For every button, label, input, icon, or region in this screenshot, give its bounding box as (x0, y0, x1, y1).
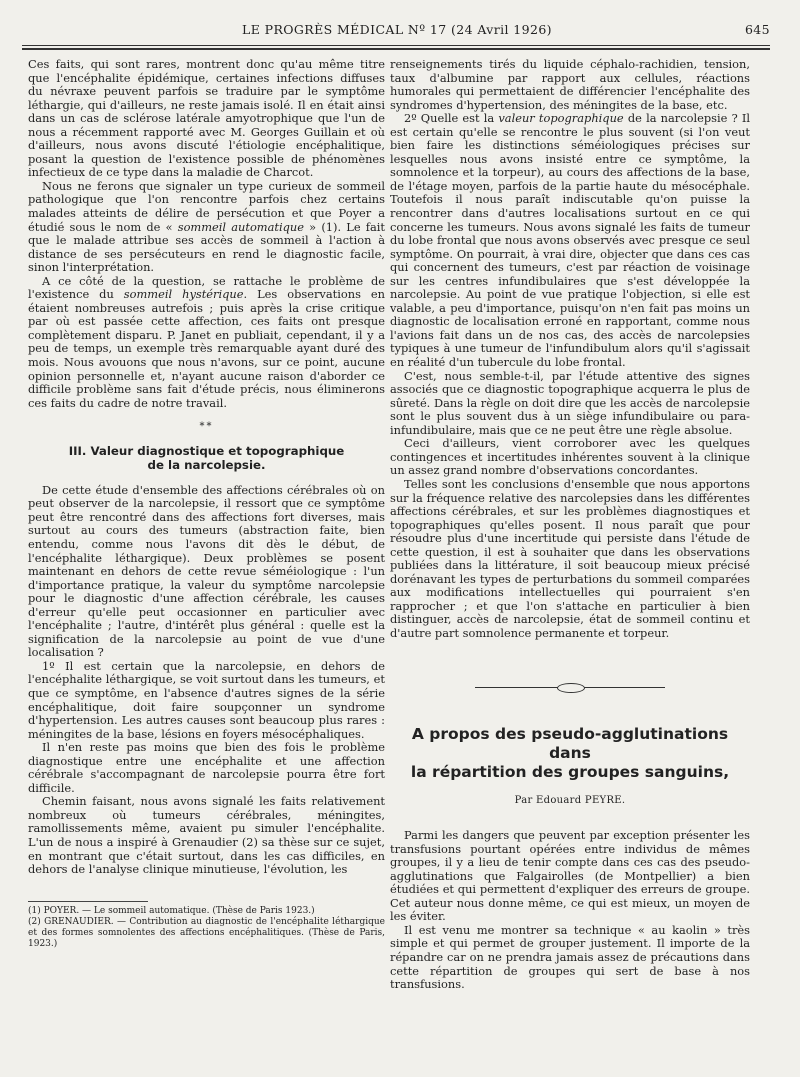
emphasis-sommeil-hysterique: sommeil hystérique (123, 287, 244, 302)
running-header (24, 22, 770, 40)
journal-title: LE PROGRÈS MÉDICAL Nº 17 (24 Avril 1926) (242, 22, 552, 37)
left-paragraph-1: Ces faits, qui sont rares, montrent donc qu'au même titre que l'encéphalite épidémique, certaines infections diffuses du névraxe peuvent parfois se traduire par le symptôme léthargie, qui d'ailleurs, ne reste jamais isolé. Il en était ainsi dans un cas de sclérose latérale amyotrophique que l'un de nous a récemment rapporté avec M. Georges Guillain et où d'ailleurs, nous avons discuté l'étiologie encéphalitique, posant la question de l'existence possible de phénomènes infectieux de ce type dans la maladie de Charcot. (28, 57, 385, 180)
left-paragraph-7: Chemin faisant, nous avons signalé les faits relativement nombreux où tumeurs cérébrales, méningites, ramollissements même, avaient pu simuler l'encéphalite. L'un de nous a inspiré à Grenaudier (2) sa thèse sur ce sujet, en montrant que c'était surtout, dans les cas difficiles, en dehors de l'analyse clinique minutieuse, l'évolution, les (28, 794, 385, 877)
page-number: 645 (744, 22, 770, 37)
emphasis-valeur-topographique: valeur topographique (498, 111, 624, 126)
right-paragraph-3: C'est, nous semble-t-il, par l'étude attentive des signes associés que ce diagnostic topographique acquerra le plus de sûreté. Dans la règle on doit dire que les accès de narcolepsie sont le plus souvent dus à un siège infundibulaire ou para-infundibulaire, mais que ce ne peut être une règle absolue. (390, 368, 750, 437)
header-rule-thick (22, 48, 770, 50)
left-paragraph-2: Nous ne ferons que signaler un type curieux de sommeil pathologique que l'on rencontre parfois chez certains malades atteints de délire de persécution et que Poyer a étudié sous le nom de « sommeil automatique » (1). Le fait que le malade attribue ses accès de sommeil à l'action à distance de ses persécuteurs en rend le diagnostic facile, sinon l'interprétation. (28, 178, 385, 275)
left-column (28, 58, 385, 950)
right-paragraph-1: renseignements tirés du liquide céphalo-rachidien, tension, taux d'albumine par rapport aux cellules, réactions humorales qui permettaient de différencier l'encéphalite des syndromes d'hypertension, des méningites de la base, etc. (390, 57, 750, 112)
right-paragraph-7: Il est venu me montrer sa technique « au kaolin » très simple et qui permet de grouper justement. Il importe de la répandre car on ne prendra jamais assez de précautions dans cette répartition de groupes qui sert de base à nos transfusions. (390, 922, 750, 992)
left-paragraph-6: Il n'en reste pas moins que bien des fois le problème diagnostique entre une encéphalite et une affection cérébrale s'accompagnant de narcolepsie pourra être fort difficile. (28, 740, 385, 795)
section-separator-stars: ** (199, 421, 214, 433)
left-paragraph-3: A ce côté de la question, se rattache le problème de l'existence du sommeil hystérique. Les observations en étaient nombreuses autrefois ; puis après la crise critique par où est passée cette affection, ces faits ont presque complètement disparu. P. Janet en publiait, cependant, il y a peu de temps, un exemple très remarquable ayant duré des mois. Nous avouons que nous n'avons, sur ce point, aucune opinion personnelle et, n'ayant aucune raison d'aborder ce difficile problème sans fait d'étude précis, nous éliminerons ces faits du cadre de notre travail. (28, 273, 385, 410)
footnotes (28, 906, 385, 950)
left-paragraph-5: 1º Il est certain que la narcolepsie, en dehors de l'encéphalite léthargique, se voit surtout dans les tumeurs, et que ce symptôme, en l'absence d'autres signes de la série encéphalitique, doit faire soupçonner un syndrome d'hypertension. Les autres causes sont beaucoup plus rares : méningites de la base, lésions en foyers mésocéphaliques. (28, 658, 385, 741)
footnote-2: (2) GRENAUDIER. — Contribution au diagnostic de l'encéphalite léthargique et des formes somnolentes des affections encéphalitiques. (Thèse de Paris, 1923.) (28, 916, 385, 949)
section-title (28, 444, 385, 472)
article-separator-ornament (475, 681, 665, 695)
footnote-rule (28, 901, 148, 902)
right-paragraph-2: 2º Quelle est la valeur topographique de la narcolepsie ? Il est certain qu'elle se rencontre le plus souvent (si l'on veut bien faire les distinctions séméiologiques précises sur lesquelles nous avons insisté entre ce symptôme, la somnolence et la torpeur), au cours des affections de la base, de l'étage moyen, parfois de la partie haute du mésocéphale. Toutefois il nous paraît indiscutable qu'on puisse la rencontrer dans d'autres localisations surtout en ce qui concerne les tumeurs. Nous avons signalé les faits de tumeur du lobe frontal que nous avons observés avec presque ce seul symptôme. On pourrait, à vrai dire, objecter que dans ces cas qui concernent des tumeurs, c'est par réaction de voisinage sur les centres infundibulaires que s'est développée la narcolepsie. Au point de vue pratique l'objection, si elle est valable, a peu d'importance, puisqu'on n'en fait pas moins un diagnostic de localisation erroné en rapportant, comme nous l'avions fait dans un de nos cas, des accès de narcolepsies typiques à une tumeur de l'infundibulum alors qu'il s'agissait en réalité d'un tubercule du lobe frontal. (390, 111, 750, 370)
left-paragraph-4: De cette étude d'ensemble des affections cérébrales où on peut observer de la narcolepsie, il ressort que ce symptôme peut être rencontré dans des affections fort diverses, mais surtout au cours des tumeurs (abstraction faite, bien entendu, comme nous l'avons dit dès le début, de l'encéphalite léthargique). Deux problèmes se posent maintenant en dehors de cette revue séméiologique : l'un d'importance pratique, la valeur du symptôme narcolepsie pour le diagnostic d'une affection cérébrale, les causes d'erreur qu'elle peut occasionner en particulier avec l'encéphalite ; l'autre, d'intérêt plus général : quelle est la signification de la narcolepsie au point de vue d'une localisation ? (28, 482, 385, 660)
section-title-line-1: III. Valeur diagnostique et topographique (68, 443, 345, 458)
right-paragraph-6: Parmi les dangers que peuvent par exception présenter les transfusions pourtant opérées entre individus de mêmes groupes, il y a lieu de tenir compte dans ces cas des pseudo-agglutinations que Falgairolles (de Montpellier) a bien étudiées et qui permettent d'expliquer des erreurs de groupe. Cet auteur nous donne même, ce qui est mieux, un moyen de les éviter. (390, 828, 750, 924)
right-paragraph-4: Ceci d'ailleurs, vient corroborer avec les quelques contingences et incertitudes inhérentes souvent à la clinique un assez grand nombre d'observations concordantes. (390, 436, 750, 478)
article-title-line-1: A propos des pseudo-agglutinations dans (411, 724, 729, 762)
article-title (390, 725, 750, 782)
header-rule-thin (22, 45, 770, 46)
section-title-line-2: de la narcolepsie. (147, 457, 266, 472)
footnote-1: (1) POYER. — Le sommeil automatique. (Thèse de Paris 1923.) (28, 905, 315, 916)
article-title-line-2: la répartition des groupes sanguins, (410, 762, 730, 781)
article-byline: Par Edouard PEYRE. (514, 794, 626, 806)
emphasis-sommeil-automatique: sommeil automatique (172, 219, 310, 234)
right-column (390, 58, 750, 992)
right-paragraph-5: Telles sont les conclusions d'ensemble que nous apportons sur la fréquence relative des narcolepsies dans les différentes affections cérébrales, et sur les problèmes diagnostiques et topographiques qu'elles posent. Il nous paraît que pour résoudre plus d'une incertitude qui persiste dans l'étude de cette question, il est à souhaiter que dans les observations publiées dans la littérature, il soit beaucoup mieux précisé dorénavant les types de perturbations du sommeil comparées aux modifications intellectuelles qui pourraient s'en rapprocher ; et que l'on s'attache en particulier à bien distinguer, accès de narcolepsie, état de sommeil continu et d'autre part somnolence permanente et torpeur. (390, 476, 750, 640)
